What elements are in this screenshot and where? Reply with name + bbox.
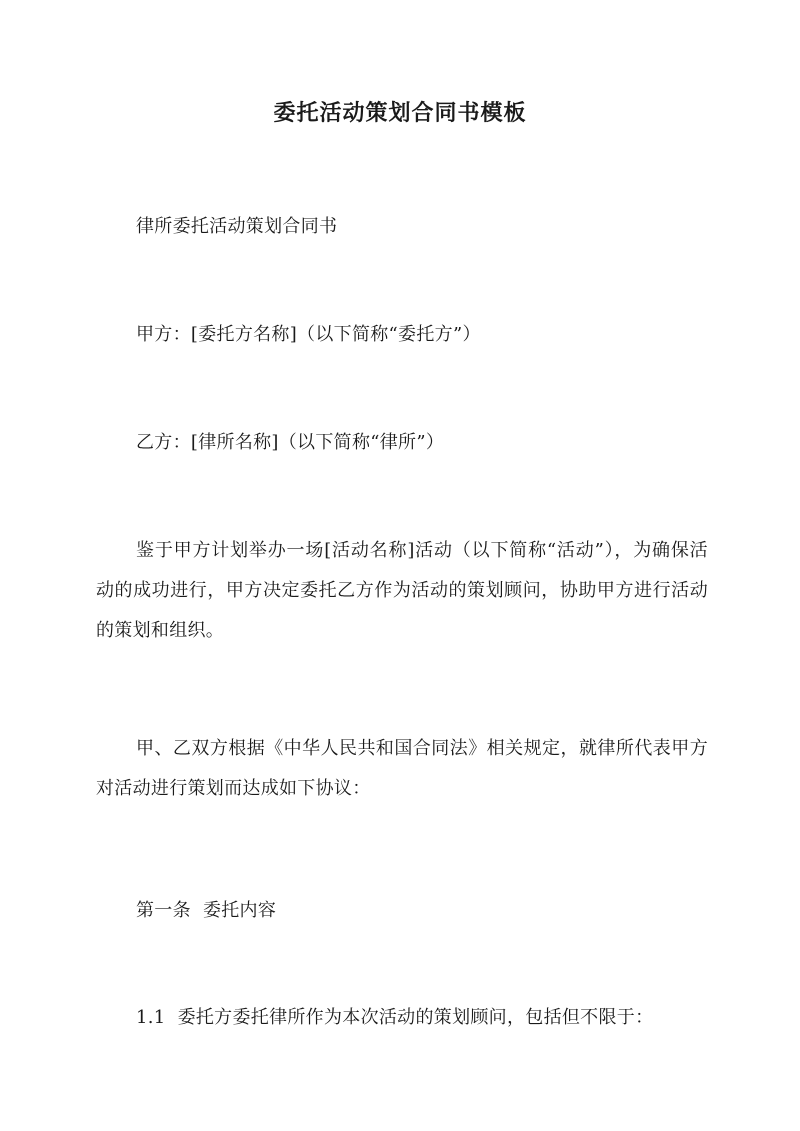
agreement-basis-paragraph: 甲、乙双方根据《中华人民共和国合同法》相关规定，就律所代表甲方对活动进行策划而达成如下协议：: [96, 738, 708, 799]
clause-1-1: 1.1 委托方委托律所作为本次活动的策划顾问，包括但不限于：: [136, 1007, 654, 1028]
document-title: 委托活动策划合同书模板: [273, 100, 527, 126]
contract-subtitle: 律所委托活动策划合同书: [136, 216, 338, 237]
recital-paragraph: 鉴于甲方计划举办一场[活动名称]活动（以下简称“活动”），为确保活动的成功进行，甲方决定委托乙方作为活动的策划顾问，协助甲方进行活动的策划和组织。: [96, 540, 708, 641]
party-a-line: 甲方：[委托方名称]（以下简称“委托方”）: [136, 324, 481, 345]
party-b-line: 乙方：[律所名称]（以下简称“律所”）: [136, 432, 445, 453]
article-one-heading: 第一条 委托内容: [136, 900, 277, 921]
